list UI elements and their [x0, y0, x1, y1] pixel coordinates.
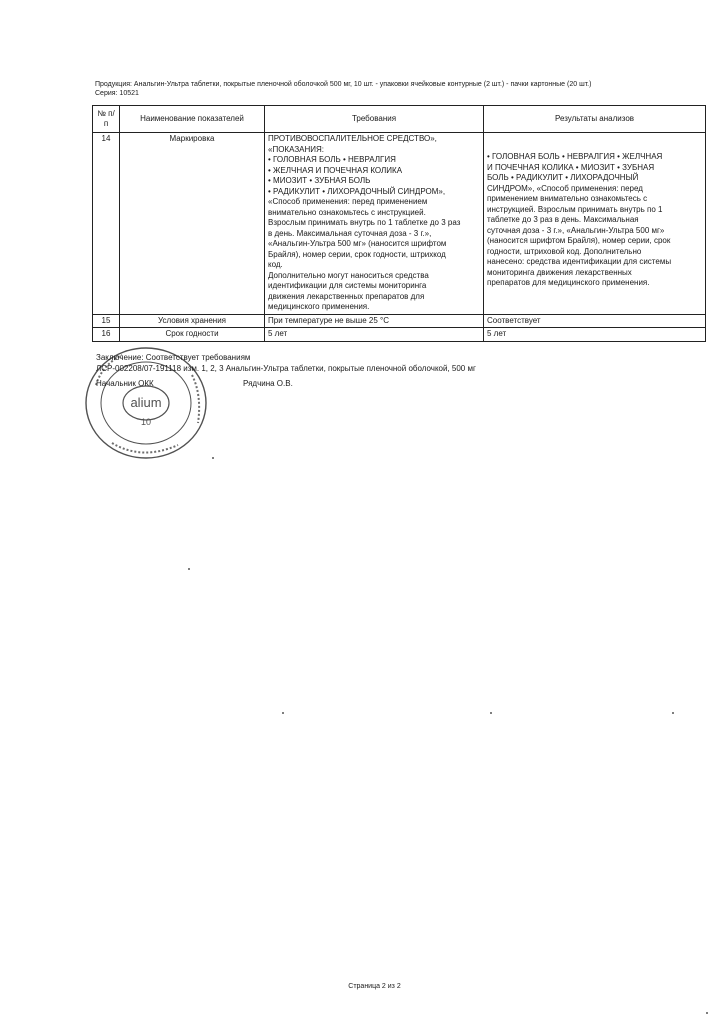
- scan-speck: [672, 712, 674, 714]
- conclusion-line: Заключение: Соответствует требованиям: [96, 353, 251, 362]
- row-num: 16: [93, 328, 120, 342]
- stamp-number: 10: [140, 417, 152, 427]
- row-name: Условия хранения: [120, 314, 265, 328]
- row-results: 5 лет: [484, 328, 706, 342]
- scan-speck: [706, 1012, 708, 1014]
- page-number: Страница 2 из 2: [348, 983, 401, 990]
- row-requirements: [265, 133, 484, 315]
- row-num: 14: [93, 133, 120, 315]
- specification-table: [92, 105, 706, 342]
- scan-speck: [188, 568, 190, 570]
- results-text: • ГОЛОВНАЯ БОЛЬ • НЕВРАЛГИЯ • ЖЕЛЧНАЯ И ПОЧЕЧНАЯ КОЛИКА • МИОЗИТ • ЗУБНАЯ БОЛЬ • РАДИКУЛИТ • ЛИХОРАДОЧНЫЙ СИНДРОМ», «Способ применения: перед применением внимательно ознакомьтесь с инструкцией. Взрослым принимать внутрь по 1 таблетке до 3 раз в день. Максимальная суточная доза - 3 г.», «Анальгин-Ультра 500 мг» (наносится шрифтом Брайля), номер серии, срок годности, штриховой код. Дополнительно нанесено: средства идентификации для системы мониторинга движения лекарственных препаратов для медицинского применения.: [487, 152, 672, 287]
- table-row: [93, 314, 706, 328]
- signature-name: Рядчина О.В.: [243, 379, 293, 388]
- stamp-logo: alium: [130, 395, 162, 410]
- row-num: 15: [93, 314, 120, 328]
- header-name: Наименование показателей: [120, 106, 265, 133]
- row-requirements: 5 лет: [265, 328, 484, 342]
- row-results: [484, 133, 706, 315]
- conclusion-reference: ЛСР-002208/07-191118 изм. 1, 2, 3 Анальгин-Ультра таблетки, покрытые пленочной оболочкой, 500 мг: [96, 364, 476, 373]
- requirements-text: ПРОТИВОВОСПАЛИТЕЛЬНОЕ СРЕДСТВО», «ПОКАЗАНИЯ: • ГОЛОВНАЯ БОЛЬ • НЕВРАЛГИЯ • ЖЕЛЧНАЯ И ПОЧЕЧНАЯ КОЛИКА • МИОЗИТ • ЗУБНАЯ БОЛЬ • РАДИКУЛИТ • ЛИХОРАДОЧНЫЙ СИНДРОМ», «Способ применения: перед применением внимательно ознакомьтесь с инструкцией. Взрослым принимать внутрь по 1 таблетке до 3 раз в день. Максимальная суточная доза - 3 г.», «Анальгин-Ультра 500 мг» (наносится шрифтом Брайля), номер серии, срок годности, штрихкод код. Дополнительно могут наноситься средства идентификации для системы мониторинга движения лекарственных препаратов для медицинского применения.: [268, 134, 461, 311]
- scan-speck: [282, 712, 284, 714]
- table-row: [93, 328, 706, 342]
- header-num: № п/п: [93, 106, 120, 133]
- header-results: Результаты анализов: [484, 106, 706, 133]
- page-footer: [0, 983, 724, 990]
- row-results: Соответствует: [484, 314, 706, 328]
- scan-speck: [212, 457, 214, 459]
- series-line: Серия: 10521: [95, 90, 139, 97]
- table-header-row: [93, 106, 706, 133]
- product-line: Продукция: Анальгин-Ультра таблетки, покрытые пленочной оболочкой 500 мг, 10 шт. - упаковки ячейковые контурные (2 шт.) - пачки картонные (20 шт.): [95, 81, 592, 88]
- signature-role: Начальник ОКК: [96, 379, 154, 388]
- row-name: Маркировка: [120, 133, 265, 315]
- row-name: Срок годности: [120, 328, 265, 342]
- header-requirements: Требования: [265, 106, 484, 133]
- scan-speck: [490, 712, 492, 714]
- row-requirements: При температуре не выше 25 °C: [265, 314, 484, 328]
- table-row: [93, 133, 706, 315]
- conclusion: [96, 352, 476, 374]
